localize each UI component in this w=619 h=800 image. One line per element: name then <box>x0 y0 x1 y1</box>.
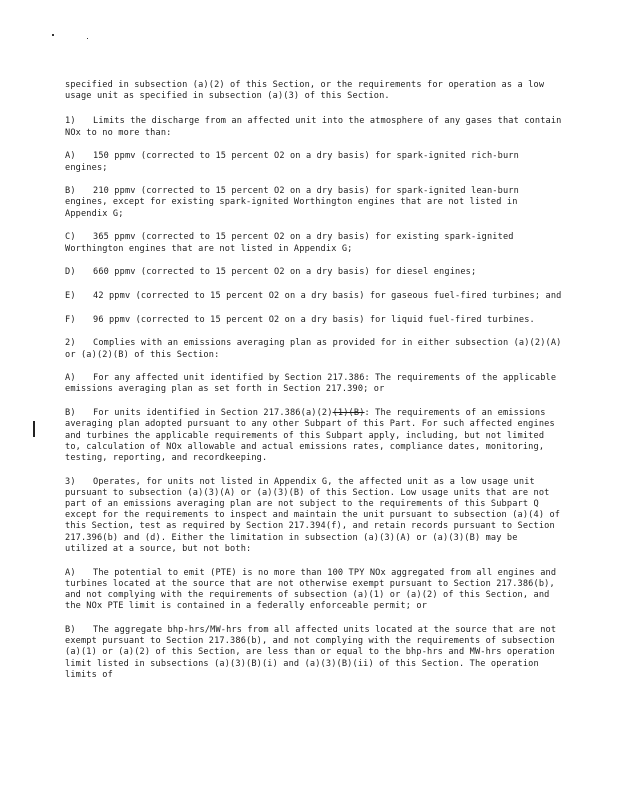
paragraph-marker: C) <box>65 232 76 243</box>
paragraph-2B <box>65 408 565 464</box>
paragraph-intro <box>65 80 565 102</box>
paragraph-marker: A) <box>65 373 76 384</box>
paragraph-3B <box>65 625 565 681</box>
revision-margin-bar <box>33 421 35 437</box>
paragraph-1C <box>65 232 565 254</box>
paragraph-marker: 3) <box>65 476 76 487</box>
paragraph-text: Complies with an emissions averaging plan as provided for in either subsection (a)(2)(A) or (a)(2)(B) of this Section: <box>65 338 562 360</box>
paragraph-text-after: : The requirements of an emissions averaging plan adopted pursuant to any other Subpart of this Part. For such affected engines and turbines the applicable requirements of this Subpart apply, including, but not limited to, calculation of NOx allowable and actual emissions rates, compliance dates, monitoring, testing, reporting, and recordkeeping. <box>65 408 555 463</box>
paragraph-marker: B) <box>65 624 76 635</box>
paragraph-marker: B) <box>65 186 76 197</box>
paragraph-2 <box>65 338 565 360</box>
document-page <box>65 80 565 693</box>
paragraph-marker: D) <box>65 267 76 278</box>
paragraph-text: The aggregate bhp-hrs/MW-hrs from all affected units located at the source that are not exempt pursuant to Section 217.386(b), and not complying with the requirements of subsection (a)(1) or (a)(2) of this Section, are less than or equal to the bhp-hrs and MW-hrs operation limit listed in subsections (a)(3)(B)(i) and (a)(3)(B)(ii) of this Section. The operation limits of <box>65 624 557 680</box>
paragraph-marker: A) <box>65 567 76 578</box>
paragraph-text: For any affected unit identified by Section 217.386: The requirements of the applicable emissions averaging plan as set forth in Section 217.390; or <box>65 373 557 395</box>
paragraph-marker: E) <box>65 290 76 301</box>
paragraph-text: 365 ppmv (corrected to 15 percent O2 on a dry basis) for existing spark-ignited Worthington engines that are not listed in Appendix G; <box>65 232 514 254</box>
paragraph-1E <box>65 291 565 302</box>
paragraph-1F <box>65 315 565 326</box>
paragraph-marker: 2) <box>65 338 76 349</box>
paragraph-text: 150 ppmv (corrected to 15 percent O2 on a dry basis) for spark-ignited rich-burn engines; <box>65 151 519 173</box>
scan-speck-2 <box>87 38 88 39</box>
paragraph-1A <box>65 151 565 173</box>
paragraph-text: 96 ppmv (corrected to 15 percent O2 on a dry basis) for liquid fuel-fired turbines. <box>93 314 535 325</box>
paragraph-text: Operates, for units not listed in Appendix G, the affected unit as a low usage unit pursuant to subsection (a)(3)(A) or (a)(3)(B) of this Section. Low usage units that are not part of an emissions averaging plan are not subject to the requirements of this Subpart Q except for the requirements to inspect and maintain the unit pursuant to subsection (a)(4) of this Section, test as required by Section 217.394(f), and retain records pursuant to Section 217.396(b) and (d). Either the limitation in subsection (a)(3)(A) or (a)(3)(B) may be utilized at a source, but not both: <box>65 476 561 554</box>
paragraph-marker: A) <box>65 151 76 162</box>
paragraph-2A <box>65 373 565 395</box>
struck-text: (1)(B) <box>332 408 365 419</box>
paragraph-marker: B) <box>65 408 76 419</box>
paragraph-1 <box>65 116 565 138</box>
scan-speck-1 <box>52 34 54 36</box>
paragraph-text: 42 ppmv (corrected to 15 percent O2 on a dry basis) for gaseous fuel-fired turbines; and <box>93 290 562 301</box>
paragraph-text-before: For units identified in Section 217.386(a)(2) <box>93 408 333 419</box>
paragraph-1D <box>65 267 565 278</box>
paragraph-text: Limits the discharge from an affected unit into the atmosphere of any gases that contain NOx to no more than: <box>65 116 562 138</box>
paragraph-text: specified in subsection (a)(2) of this Section, or the requirements for operation as a low usage unit as specified in subsection (a)(3) of this Section. <box>65 80 545 102</box>
paragraph-text: 210 ppmv (corrected to 15 percent O2 on a dry basis) for spark-ignited lean-burn engines, except for existing spark-ignited Worthington engines that are not listed in Appendix G; <box>65 186 519 219</box>
paragraph-text: 660 ppmv (corrected to 15 percent O2 on a dry basis) for diesel engines; <box>93 267 477 278</box>
paragraph-3 <box>65 477 565 555</box>
paragraph-3A <box>65 568 565 613</box>
paragraph-1B <box>65 186 565 220</box>
paragraph-marker: F) <box>65 314 76 325</box>
paragraph-text: The potential to emit (PTE) is no more than 100 TPY NOx aggregated from all engines and turbines located at the source that are not otherwise exempt pursuant to Section 217.386(b), and not complying with the requirements of subsection (a)(1) or (a)(2) of this Section, and the NOx PTE limit is contained in a federally enforceable permit; or <box>65 567 557 612</box>
paragraph-marker: 1) <box>65 116 76 127</box>
